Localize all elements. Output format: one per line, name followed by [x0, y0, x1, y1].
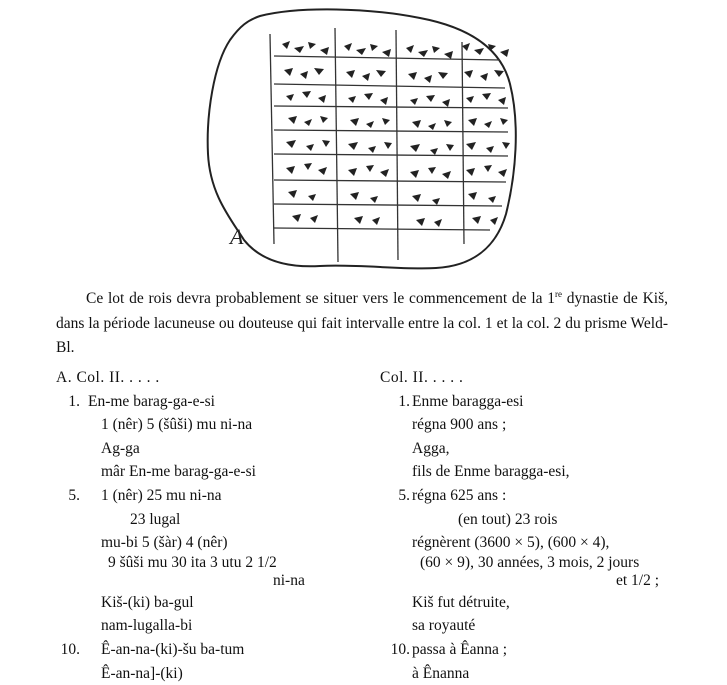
text-line: fils de Enme baragga-esi,	[412, 463, 570, 481]
text-line: Kiš-(ki) ba-gul	[101, 593, 194, 611]
text-line: régnèrent (3600 × 5), (600 × 4),	[412, 534, 610, 552]
text-line: 1 (nêr) 5 (šûši) mu ni-na	[101, 416, 253, 434]
intro-paragraph	[56, 282, 668, 361]
text-line: 9 šûši mu 30 ita 3 utu 2 1/2	[108, 553, 277, 571]
cuneiform-tablet-drawing	[200, 4, 527, 272]
text-line: 1. En-me barag-ga-e-si	[68, 392, 215, 410]
text-line: Agga,	[412, 439, 450, 457]
sumerian-column	[50, 366, 350, 685]
text-line: (en tout) 23 rois	[458, 510, 558, 528]
text-line: régna 900 ans ;	[412, 416, 507, 434]
text-line: nam-lugalla-bi	[101, 617, 193, 635]
text-line: sa royauté	[412, 617, 476, 635]
text-line: Ê-an-na]-(ki)	[101, 664, 183, 682]
text-line: 10. Ê-an-na-(ki)-šu ba-tum	[60, 640, 245, 658]
text-line: 10. passa à Êanna ;	[390, 640, 508, 658]
text-line: Kiš fut détruite,	[412, 593, 510, 611]
text-line: 23 lugal	[130, 510, 181, 528]
text-line: (60 × 9), 30 années, 3 mois, 2 jours	[420, 553, 640, 571]
text-line: 5. régna 625 ans :	[398, 486, 507, 504]
translation-column	[380, 366, 710, 685]
text-line: 1. Enme baragga-esi	[398, 392, 524, 410]
text-line: à Ênanna	[412, 664, 470, 682]
text-line: 5. 1 (nêr) 25 mu ni-na	[68, 486, 222, 504]
text-line: et 1/2 ;	[616, 571, 660, 589]
paragraph-text-1: Ce lot de rois devra probablement se situer vers le commencement de la 1	[86, 290, 556, 308]
text-line: mâr En-me barag-ga-e-si	[101, 463, 256, 481]
paragraph-text-2: dynastie de Kiš, dans la période lacuneuse ou douteuse qui fait intervalle entre la col. 1 et la col. 2 du prisme Weld-Bl.	[56, 290, 668, 357]
text-line: mu-bi 5 (šàr) 4 (nêr)	[101, 534, 228, 552]
text-line: ni-na	[273, 571, 305, 589]
figure-label: A	[230, 224, 244, 249]
column-heading: Col. II. . . . .	[380, 369, 464, 386]
column-heading: A. Col. II. . . . .	[56, 369, 160, 386]
paragraph-sup: re	[555, 289, 563, 299]
text-line: Ag-ga	[101, 439, 140, 457]
